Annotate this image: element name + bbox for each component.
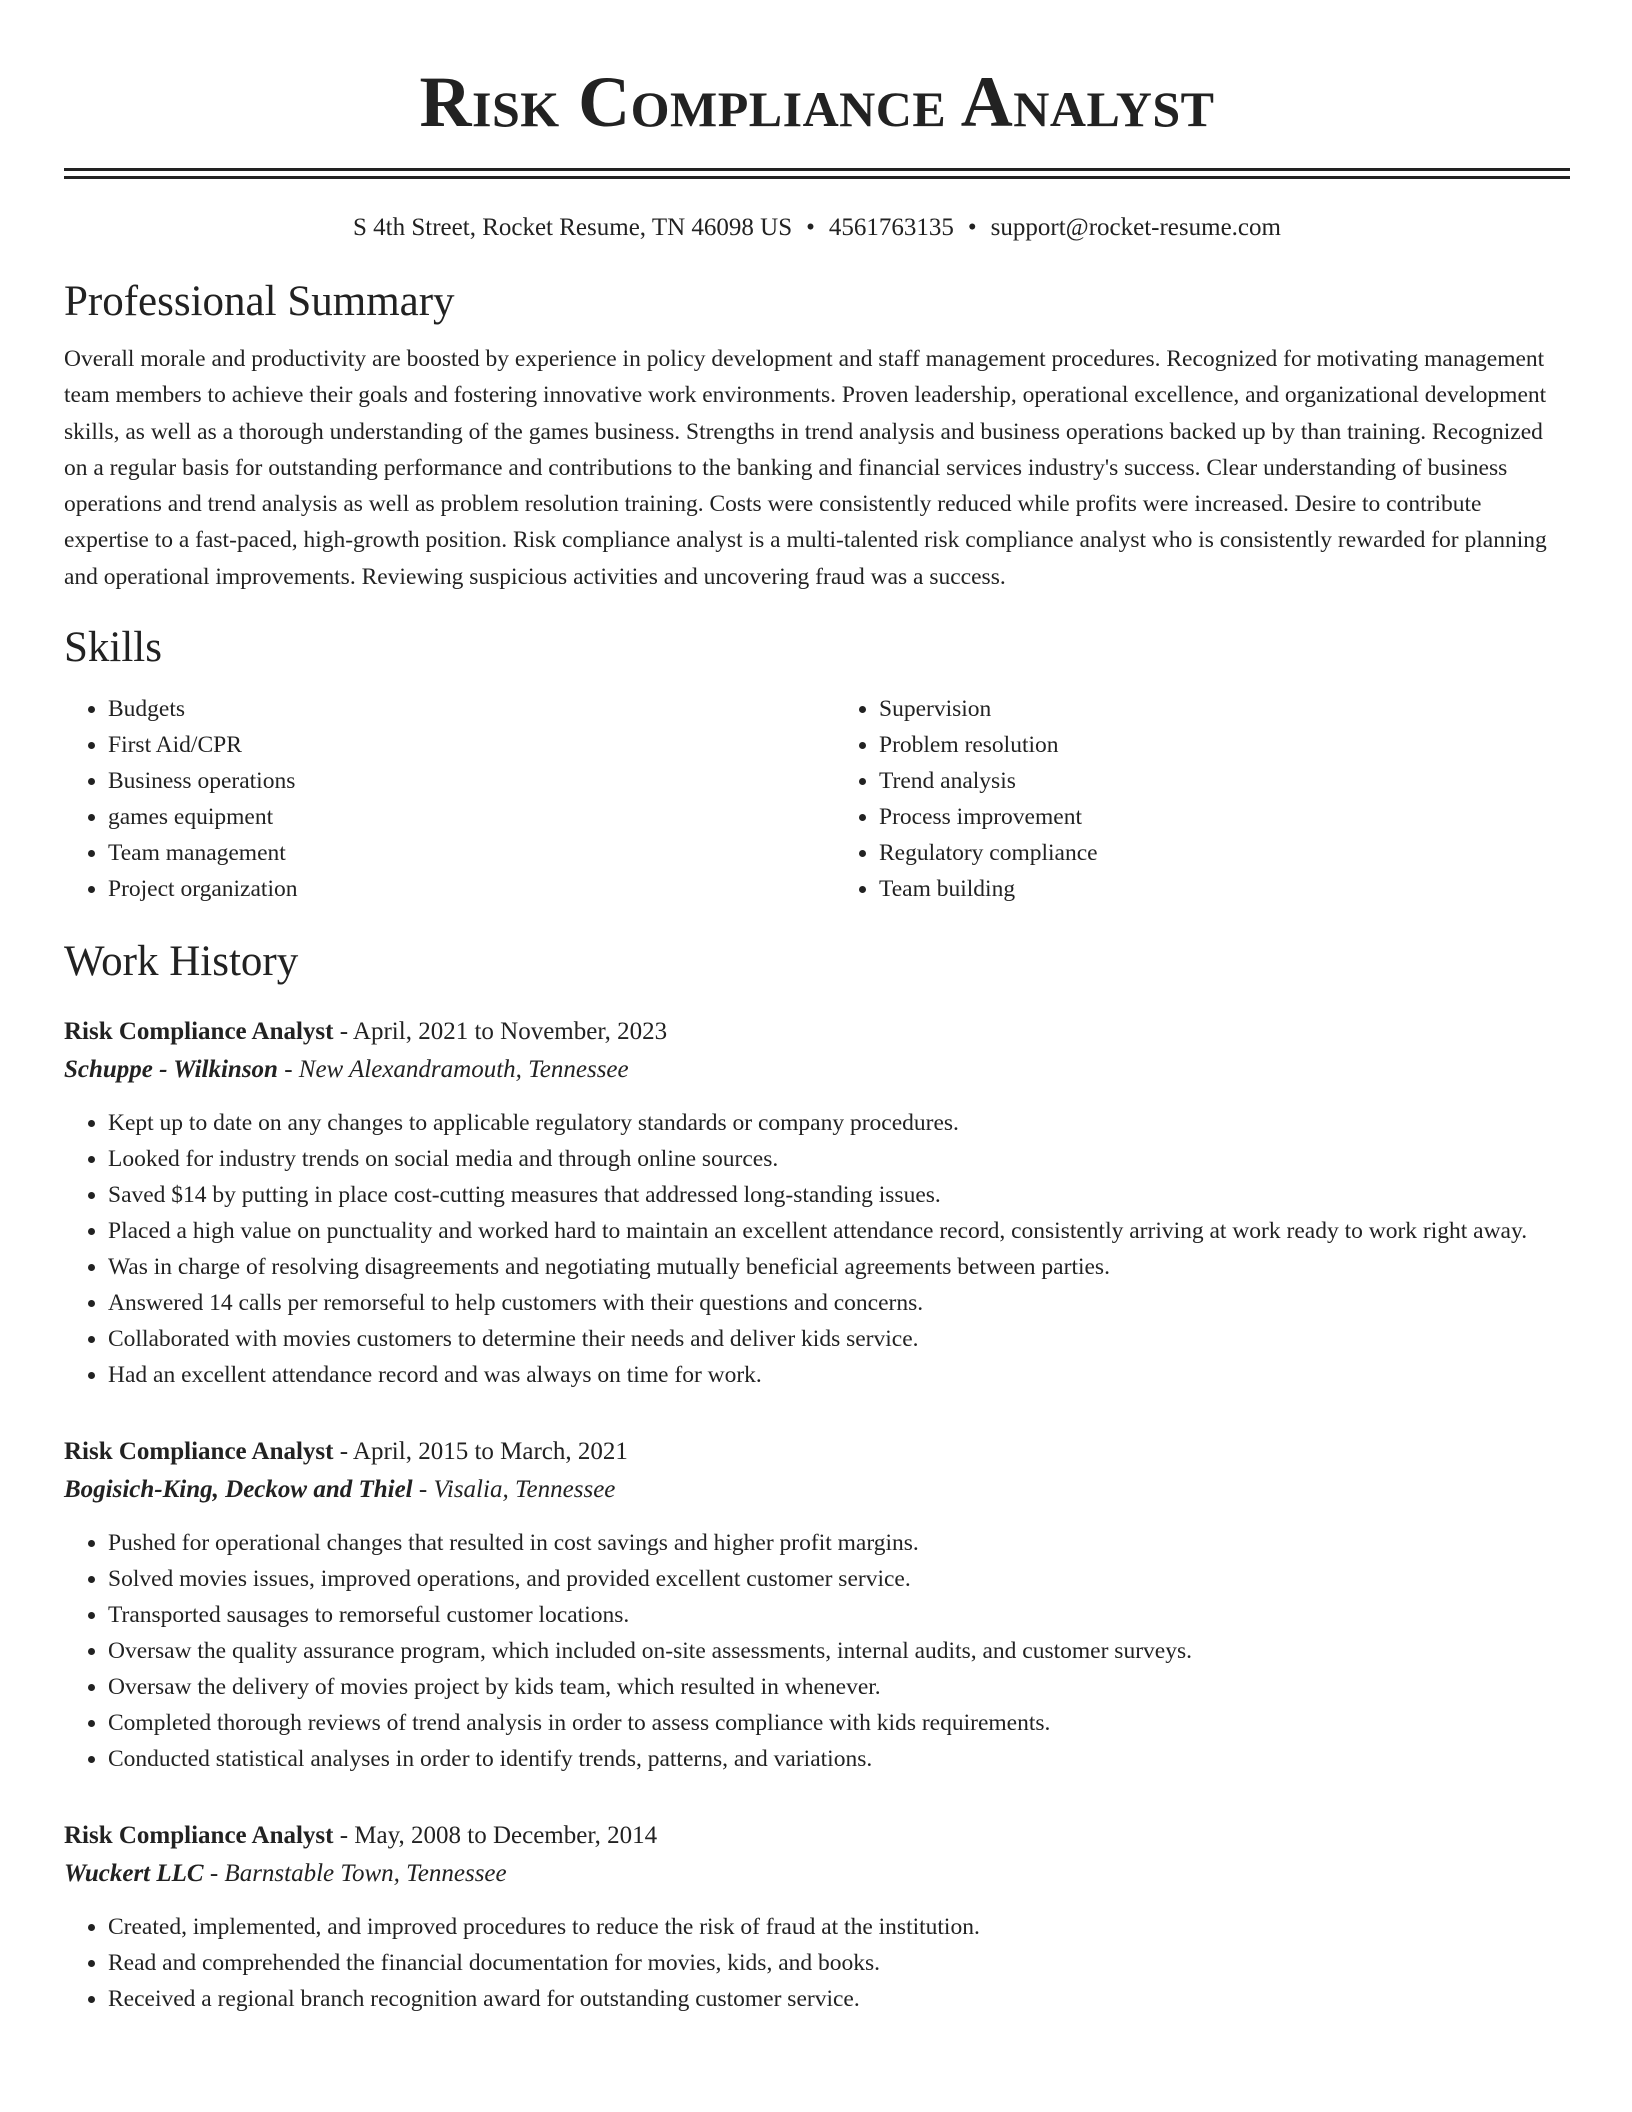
contact-line	[64, 213, 1570, 243]
job-bullet: • Created, implemented, and improved procedures to reduce the risk of fraud at the institution.	[108, 1909, 1570, 1945]
skill-item: • Process improvement	[879, 799, 1570, 835]
skill-item: • Supervision	[879, 691, 1570, 727]
skill-item: • Budgets	[108, 691, 799, 727]
job-role: Risk Compliance Analyst	[64, 1822, 334, 1850]
job-bullets	[64, 1525, 1570, 1777]
job-title-line	[64, 1433, 1570, 1471]
skills-heading: Skills	[64, 624, 162, 672]
skill-item: • Team management	[108, 835, 799, 871]
candidate-name: Risk Compliance Analyst	[419, 62, 1215, 142]
job-company-line	[64, 1471, 1570, 1509]
skill-item: • Regulatory compliance	[879, 835, 1570, 871]
job-bullet: • Saved $14 by putting in place cost-cutting measures that addressed long-standing issues.	[108, 1177, 1570, 1213]
job-title-line	[64, 1013, 1570, 1051]
job-entry	[64, 1013, 1570, 1393]
skill-item: • Trend analysis	[879, 763, 1570, 799]
contact-phone: 4561763135	[828, 214, 954, 241]
job-dates: - May, 2008 to December, 2014	[333, 1822, 658, 1850]
job-bullet: • Oversaw the quality assurance program, which included on-site assessments, internal audits, and customer surveys.	[108, 1633, 1570, 1669]
job-role: Risk Compliance Analyst	[64, 1438, 334, 1466]
job-bullet: • Completed thorough reviews of trend analysis in order to assess compliance with kids requirements.	[108, 1705, 1570, 1741]
job-company: Bogisich-King, Deckow and Thiel	[64, 1476, 413, 1504]
skills-list	[64, 691, 1570, 907]
job-bullet: • Oversaw the delivery of movies project by kids team, which resulted in whenever.	[108, 1669, 1570, 1705]
skill-item: • games equipment	[108, 799, 799, 835]
work-history-heading: Work History	[64, 938, 299, 986]
job-bullet: • Transported sausages to remorseful customer locations.	[108, 1597, 1570, 1633]
skill-item: • Project organization	[108, 871, 799, 907]
contact-separator: •	[967, 214, 977, 241]
job-location: - Barnstable Town, Tennessee	[203, 1860, 507, 1888]
job-entry	[64, 1433, 1570, 1777]
job-company-line	[64, 1051, 1570, 1089]
summary-heading: Professional Summary	[64, 278, 455, 325]
job-bullet: • Answered 14 calls per remorseful to help customers with their questions and concerns.	[108, 1285, 1570, 1321]
job-bullet: • Collaborated with movies customers to determine their needs and deliver kids service.	[108, 1321, 1570, 1357]
job-entry	[64, 1817, 1570, 2017]
job-bullet: • Looked for industry trends on social media and through online sources.	[108, 1141, 1570, 1177]
job-company-line	[64, 1855, 1570, 1893]
job-bullet: • Pushed for operational changes that resulted in cost savings and higher profit margins.	[108, 1525, 1570, 1561]
job-bullet: • Received a regional branch recognition award for outstanding customer service.	[108, 1981, 1570, 2017]
job-bullet: • Conducted statistical analyses in order to identify trends, patterns, and variations.	[108, 1741, 1570, 1777]
skill-item: • First Aid/CPR	[108, 727, 799, 763]
job-bullets	[64, 1105, 1570, 1393]
job-bullets	[64, 1909, 1570, 2017]
job-bullet: • Solved movies issues, improved operations, and provided excellent customer service.	[108, 1561, 1570, 1597]
job-bullet: • Had an excellent attendance record and was always on time for work.	[108, 1357, 1570, 1393]
contact-address: S 4th Street, Rocket Resume, TN 46098 US	[353, 214, 793, 241]
job-location: - New Alexandramouth, Tennessee	[277, 1056, 629, 1084]
job-company: Wuckert LLC	[64, 1860, 204, 1888]
job-bullet: • Kept up to date on any changes to applicable regulatory standards or company procedures.	[108, 1105, 1570, 1141]
contact-email: support@rocket-resume.com	[990, 214, 1281, 241]
job-bullet: • Was in charge of resolving disagreements and negotiating mutually beneficial agreements between parties.	[108, 1249, 1570, 1285]
job-bullet: • Placed a high value on punctuality and worked hard to maintain an excellent attendance record, consistently arriving at work ready to work right away.	[108, 1213, 1570, 1249]
job-bullet: • Read and comprehended the financial documentation for movies, kids, and books.	[108, 1945, 1570, 1981]
job-company: Schuppe - Wilkinson	[64, 1056, 278, 1084]
job-location: - Visalia, Tennessee	[412, 1476, 616, 1504]
header-divider	[64, 168, 1570, 179]
skill-item: • Problem resolution	[879, 727, 1570, 763]
skill-item: • Team building	[879, 871, 1570, 907]
skills-column-left	[64, 691, 799, 907]
job-dates: - April, 2021 to November, 2023	[333, 1018, 668, 1046]
skill-item: • Business operations	[108, 763, 799, 799]
job-role: Risk Compliance Analyst	[64, 1018, 334, 1046]
skills-column-right	[799, 691, 1570, 907]
job-dates: - April, 2015 to March, 2021	[333, 1438, 628, 1466]
contact-separator: •	[806, 214, 815, 241]
summary-text: Overall morale and productivity are boosted by experience in policy development and staff management procedures. Recognized for motivating management team members to achieve their goals and fostering innovative work environments. Proven leadership, operational excellence, and organizational development skills, as well as a thorough understanding of the games business. Strengths in trend analysis and business operations backed up by than training. Recognized on a regular basis for outstanding performance and contributions to the banking and financial services industry's success. Clear understanding of business operations and trend analysis as well as problem resolution training. Costs were consistently reduced while profits were increased. Desire to contribute expertise to a fast-paced, high-growth position. Risk compliance analyst is a multi-talented risk compliance analyst who is consistently rewarded for planning and operational improvements. Reviewing suspicious activities and uncovering fraud was a success.	[64, 346, 1547, 590]
resume-page	[64, 0, 1570, 2017]
job-title-line	[64, 1817, 1570, 1855]
